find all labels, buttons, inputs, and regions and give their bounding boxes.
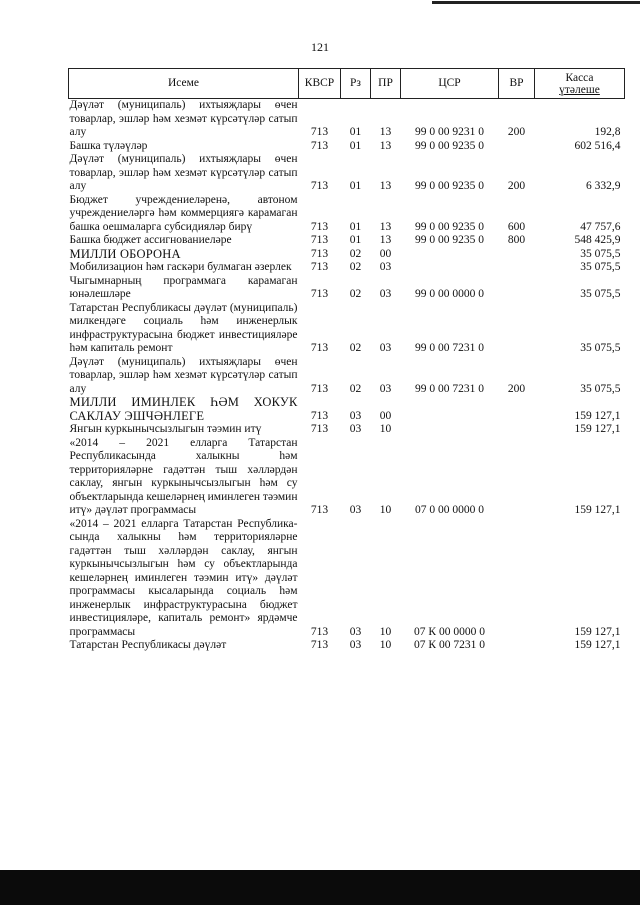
row-amount: 159 127,1: [574, 409, 621, 422]
top-edge-rule: [432, 1, 640, 4]
row-amount: 47 757,6: [580, 220, 621, 233]
table-row: [69, 261, 625, 275]
table-row: [69, 140, 625, 154]
row-vr: 600: [507, 220, 526, 233]
table-row: [69, 234, 625, 248]
row-pr: 03: [379, 382, 392, 395]
row-kvsr: 713: [310, 126, 329, 138]
row-rz: 01: [349, 234, 362, 246]
row-rz: 03: [349, 409, 362, 422]
header-kassa-line2: үтәлеше: [559, 83, 600, 96]
row-csr: 99 0 00 9235 0: [415, 234, 484, 246]
table-row: [69, 153, 625, 194]
row-name: Дәүләт (муниципаль) ихтыяҗлары өчен товарлар, эшләр һәм хезмәт күрсәтүләр сатып алу: [69, 153, 298, 192]
row-vr: [499, 423, 535, 437]
row-amount: 159 127,1: [574, 504, 621, 516]
header-rz: Рз: [341, 69, 371, 99]
row-rz: 03: [349, 639, 362, 651]
row-kvsr: 713: [310, 180, 329, 192]
row-name: Янгын куркынычсызлыгын тәэмин итү: [69, 423, 262, 435]
row-vr: [499, 275, 535, 302]
row-kvsr: 713: [310, 220, 329, 233]
table-row: [69, 437, 625, 518]
row-csr: 99 0 00 9235 0: [415, 220, 484, 233]
row-vr: 200: [507, 180, 526, 192]
row-vr: [499, 518, 535, 640]
row-amount: 548 425,9: [574, 234, 621, 246]
table-row: [69, 194, 625, 235]
row-name: Дәүләт (муниципаль) ихтыяҗлары өчен товарлар, эшләр һәм хезмәт күрсәтүләр сатып алу: [69, 355, 298, 395]
row-vr: 800: [507, 234, 526, 246]
row-name: Бюджет учреждениеләренә, автоном учреждениеләргә һәм коммерциягә карамаган башка оешмаларга субсидияләр бирү: [69, 193, 298, 233]
table-row: [69, 248, 625, 262]
row-name: Татарстан Республикасы дәүләт (муниципаль) милкендәге социаль һәм инженерлык инфраструктурасына бюджет инвестицияләре һәм капиталь ремонт: [69, 301, 298, 354]
header-kvsr: КВСР: [299, 69, 341, 99]
row-rz: 03: [349, 504, 362, 516]
row-pr: 13: [379, 126, 392, 138]
row-csr: 99 0 00 7231 0: [415, 382, 484, 395]
row-pr: 13: [379, 220, 392, 233]
row-name: Мобилизацион һәм гаскәри булмаган әзерлек: [69, 261, 292, 273]
header-pr: ПР: [371, 69, 401, 99]
row-csr: 99 0 00 9235 0: [415, 139, 484, 152]
row-amount: 192,8: [594, 126, 621, 138]
table-row: [69, 396, 625, 423]
row-rz: 02: [349, 261, 362, 273]
row-kvsr: 713: [310, 234, 329, 246]
table-row: [69, 639, 625, 653]
row-name: Башка бюджет ассигнованиеләре: [69, 234, 232, 246]
header-kassa: [535, 69, 625, 99]
row-vr: [499, 302, 535, 356]
row-amount: 159 127,1: [574, 423, 621, 435]
row-name: МИЛЛИ ОБОРОНА: [69, 246, 181, 261]
row-amount: 35 075,5: [580, 288, 621, 300]
row-amount: 602 516,4: [574, 139, 621, 152]
row-rz: 01: [349, 126, 362, 138]
row-csr: 99 0 00 0000 0: [415, 288, 484, 300]
row-csr: [401, 423, 499, 437]
row-vr: [499, 437, 535, 518]
row-kvsr: 713: [310, 288, 329, 300]
row-pr: 10: [379, 504, 392, 516]
table-row: [69, 275, 625, 302]
header-kassa-line1: Касса: [565, 71, 594, 84]
row-vr: [499, 248, 535, 262]
row-vr: [499, 140, 535, 154]
row-name: Татарстан Республикасы дәүләт: [69, 639, 227, 651]
row-rz: 01: [349, 220, 362, 233]
row-csr: [401, 248, 499, 262]
row-kvsr: 713: [310, 342, 329, 354]
row-amount: 159 127,1: [574, 639, 621, 651]
row-amount: 159 127,1: [574, 625, 621, 638]
row-csr: 99 0 00 9235 0: [415, 180, 484, 192]
row-amount: 35 075,5: [580, 247, 621, 260]
row-kvsr: 713: [310, 409, 329, 422]
row-rz: 01: [349, 139, 362, 152]
row-amount: 6 332,9: [586, 180, 621, 192]
budget-table: [68, 68, 625, 653]
row-pr: 03: [379, 261, 392, 273]
row-vr: [499, 639, 535, 653]
scan-bottom-edge: [0, 870, 640, 905]
row-rz: 02: [349, 382, 362, 395]
row-csr: 99 0 00 9231 0: [415, 126, 484, 138]
row-pr: 13: [379, 234, 392, 246]
row-kvsr: 713: [310, 247, 329, 260]
row-kvsr: 713: [310, 504, 329, 516]
row-rz: 02: [349, 342, 362, 354]
row-pr: 13: [379, 180, 392, 192]
row-rz: 01: [349, 180, 362, 192]
row-vr: 200: [507, 126, 526, 138]
row-kvsr: 713: [310, 423, 329, 435]
row-csr: 99 0 00 7231 0: [415, 342, 484, 354]
row-kvsr: 713: [310, 625, 329, 638]
row-csr: [401, 396, 499, 423]
row-kvsr: 713: [310, 382, 329, 395]
page-number: 121: [311, 40, 329, 54]
table-row: [69, 302, 625, 356]
row-pr: 10: [379, 423, 392, 435]
row-kvsr: 713: [310, 139, 329, 152]
row-pr: 03: [379, 342, 392, 354]
row-amount: 35 075,5: [580, 342, 621, 354]
table-body: [69, 99, 625, 653]
row-vr: [499, 261, 535, 275]
row-csr: 07 К 00 0000 0: [414, 625, 485, 638]
row-csr: 07 0 00 0000 0: [415, 504, 484, 516]
table-row: [69, 518, 625, 640]
table-row: [69, 99, 625, 140]
row-name: Дәүләт (муниципаль) ихтыяҗлары өчен товарлар, эшләр һәм хезмәт күрсәтүләр сатып алу: [69, 99, 298, 138]
row-amount: 35 075,5: [580, 261, 621, 273]
row-kvsr: 713: [310, 261, 329, 273]
row-csr: 07 К 00 7231 0: [414, 639, 485, 651]
table-header-row: [69, 69, 625, 99]
row-pr: 10: [379, 639, 392, 651]
row-name: Башка түләүләр: [69, 139, 148, 152]
row-name: «2014 – 2021 елларга Татарстан Республика-сында халыкны һәм территорияләрне гадәттән тыш хәлләрдән саклау, янгын куркынычсызлыгын һәм су объектларында кешеләрнең иминлеген тәэмин итү» дәүләт программасы кысаларында социаль һәм инженерлык инфраструктурасына бюджет инвестицияләре, капиталь ремонт» ярдәмче программасы: [69, 517, 298, 638]
row-pr: 00: [379, 409, 392, 422]
row-name: «2014 – 2021 елларга Татарстан Республикасында халыкны һәм территорияләрне гадәттән тыш хәлләрдән саклау, янгын куркынычсызлыгын һәм су объектларында кешеләрнең иминлеген тәэмин итү» дәүләт программасы: [69, 436, 298, 516]
row-pr: 13: [379, 139, 392, 152]
row-name: МИЛЛИ ИМИНЛЕК ҺӘМ ХОКУК САКЛАУ ЭШЧӘНЛЕГЕ: [69, 395, 298, 423]
row-name: Чыгымнарның программага карамаган юнәлешләре: [69, 274, 298, 300]
header-csr: ЦСР: [401, 69, 499, 99]
table-row: [69, 423, 625, 437]
row-pr: 00: [379, 247, 392, 260]
row-amount: 35 075,5: [580, 382, 621, 395]
row-pr: 10: [379, 625, 392, 638]
row-vr: [499, 396, 535, 423]
row-rz: 03: [349, 625, 362, 638]
row-rz: 02: [349, 288, 362, 300]
header-vr: ВР: [499, 69, 535, 99]
header-name: Исеме: [69, 69, 299, 99]
row-rz: 03: [349, 423, 362, 435]
row-rz: 02: [349, 247, 362, 260]
row-pr: 03: [379, 288, 392, 300]
row-vr: 200: [507, 382, 526, 395]
row-csr: [401, 261, 499, 275]
row-kvsr: 713: [310, 639, 329, 651]
table-row: [69, 356, 625, 397]
